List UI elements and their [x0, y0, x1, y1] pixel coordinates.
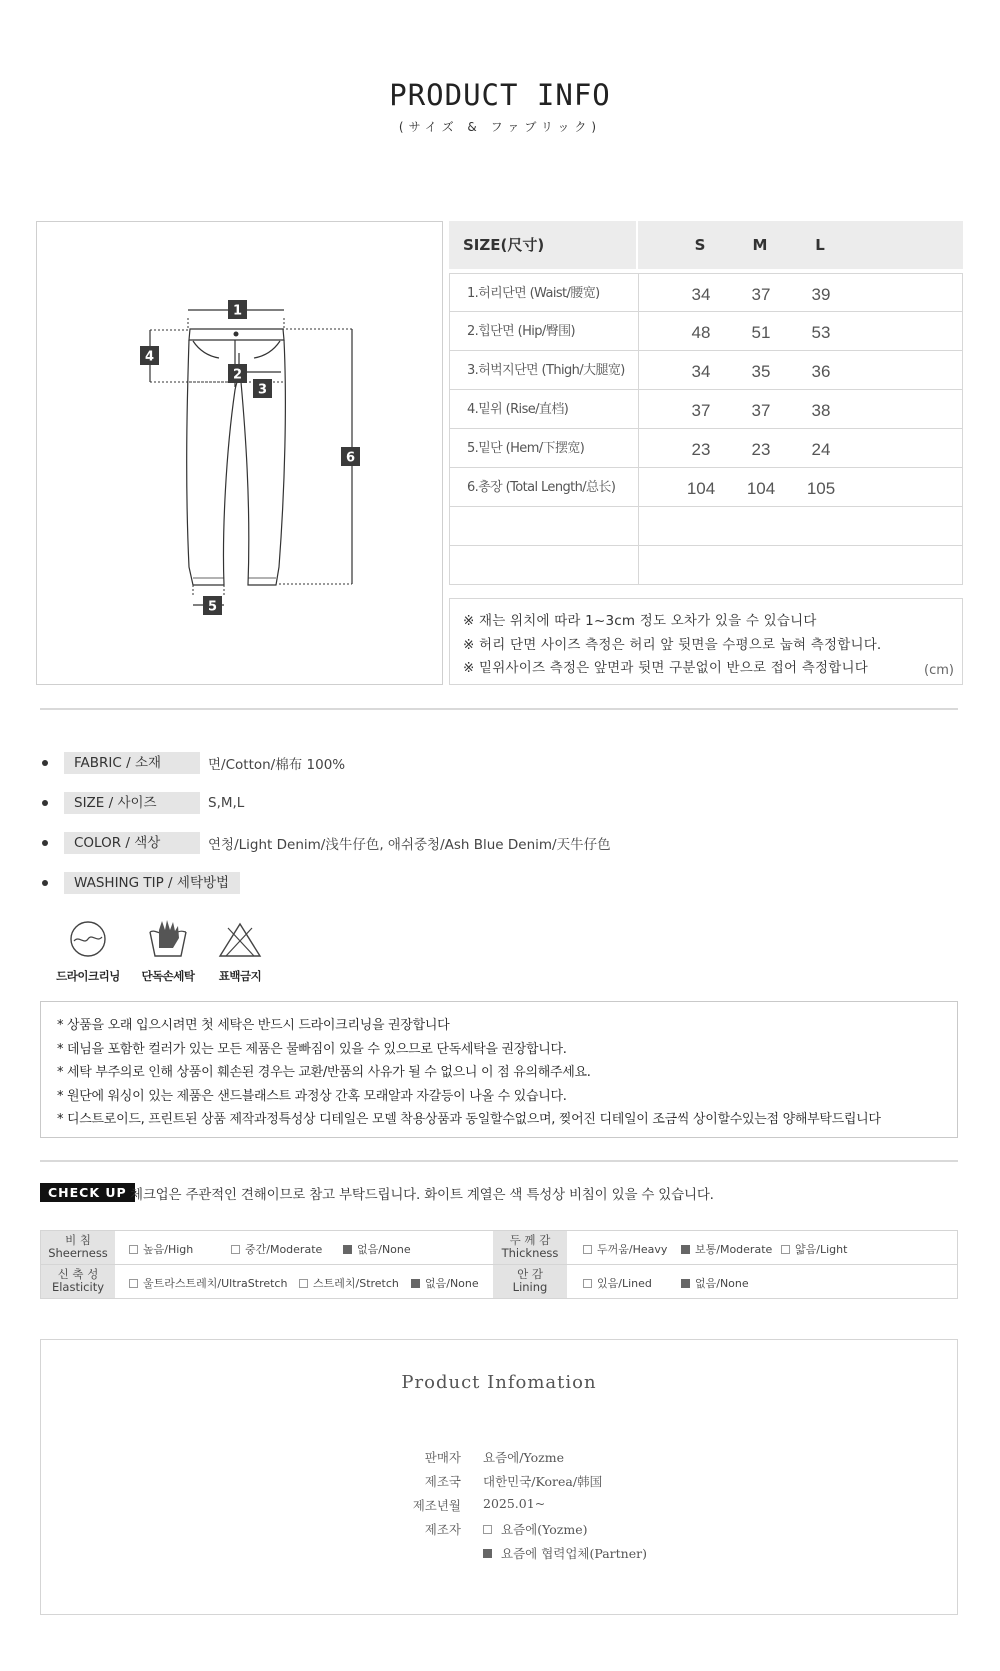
- checkup-row: [41, 1231, 957, 1265]
- option-text: 스트레치/Stretch: [313, 1277, 399, 1290]
- measure-value: 24: [811, 440, 831, 459]
- measure-value: 23: [691, 440, 711, 459]
- lining-label: [493, 1265, 567, 1298]
- checkbox[interactable]: [299, 1279, 308, 1288]
- checkbox[interactable]: [231, 1245, 240, 1254]
- page-title: PRODUCT INFO: [389, 78, 611, 112]
- option-text: 없음/None: [695, 1277, 749, 1290]
- measure-value: 105: [806, 479, 836, 498]
- info-value: 요즘에/Yozme: [483, 1450, 564, 1465]
- checkbox[interactable]: [129, 1245, 138, 1254]
- spec-label: FABRIC / 소재: [64, 752, 200, 774]
- checkbox-checked: [483, 1549, 492, 1558]
- checkup-badge: CHECK UP: [40, 1183, 135, 1202]
- marker-2: 2: [232, 367, 243, 383]
- label-en: Thickness: [501, 1246, 559, 1260]
- option-text: 없음/None: [357, 1243, 411, 1256]
- measure-label: [450, 546, 639, 584]
- size-header-l: L: [815, 236, 825, 254]
- info-label: 판매자: [424, 1450, 461, 1465]
- bullet: [42, 840, 48, 846]
- sheerness-label: [41, 1231, 115, 1264]
- divider: [40, 708, 958, 710]
- marker-1: 1: [232, 303, 243, 319]
- marker-3: 3: [257, 382, 268, 398]
- size-header-label: SIZE(尺寸): [449, 221, 638, 269]
- checkbox[interactable]: [129, 1279, 138, 1288]
- measure-value: 38: [811, 401, 831, 420]
- measure-value: 39: [811, 285, 831, 304]
- checkbox-checked[interactable]: [411, 1279, 420, 1288]
- sheerness-option-none[interactable]: [343, 1241, 411, 1257]
- measure-value: 37: [691, 401, 711, 420]
- divider: [40, 1160, 958, 1162]
- page-subtitle: (サイズ & ファブリック): [398, 120, 602, 134]
- care-notes: [40, 1001, 958, 1138]
- measure-value: 34: [691, 285, 711, 304]
- checkbox-checked[interactable]: [681, 1279, 690, 1288]
- spec-label: WASHING TIP / 세탁방법: [64, 872, 240, 894]
- elasticity-option-ultrastretch[interactable]: [129, 1275, 287, 1291]
- size-note: ※ 재는 위치에 따라 1~3cm 정도 오차가 있을 수 있습니다: [463, 613, 817, 629]
- bullet: [42, 880, 48, 886]
- bullet: [42, 760, 48, 766]
- measure-value: [731, 507, 791, 545]
- washing-label: 드라이크리닝: [56, 969, 120, 983]
- label-ko: 안 감: [517, 1267, 543, 1281]
- unit-label: (cm): [924, 663, 954, 678]
- info-value: 대한민국/Korea/韩国: [483, 1474, 603, 1489]
- checkbox[interactable]: [583, 1245, 592, 1254]
- thickness-option-moderate[interactable]: [681, 1241, 772, 1257]
- label-ko: 두 께 감: [509, 1233, 551, 1247]
- sheerness-option-high[interactable]: [129, 1241, 193, 1257]
- checkbox[interactable]: [583, 1279, 592, 1288]
- size-header-s: S: [694, 236, 706, 254]
- option-text: 얇음/Light: [795, 1243, 848, 1256]
- elasticity-option-none[interactable]: [411, 1275, 479, 1291]
- spec-label: SIZE / 사이즈: [64, 792, 200, 814]
- measure-value: [791, 546, 851, 584]
- measure-value: [671, 507, 731, 545]
- washing-item: [48, 918, 128, 984]
- spec-size: [36, 792, 245, 814]
- size-table-row: [449, 312, 963, 351]
- measure-value: [671, 546, 731, 584]
- size-table-header: [449, 221, 963, 269]
- washing-item: [200, 918, 280, 984]
- thickness-label: [493, 1231, 567, 1264]
- care-note: * 상품을 오래 입으시려면 첫 세탁은 반드시 드라이크리닝을 권장합니다: [57, 1018, 450, 1033]
- size-table: [449, 221, 963, 585]
- size-diagram: [36, 221, 443, 685]
- measure-value: 35: [751, 362, 771, 381]
- lining-option-lined[interactable]: [583, 1275, 652, 1291]
- measure-label: [450, 507, 639, 545]
- measure-label: 3.허벅지단면 (Thigh/大腿宽): [450, 351, 639, 389]
- checkup-text: 체크업은 주관적인 견해이므로 참고 부탁드립니다. 화이트 계열은 색 특성상 비침이 있을 수 있습니다.: [130, 1187, 714, 1203]
- label-en: Elasticity: [51, 1280, 105, 1294]
- lining-option-none[interactable]: [681, 1275, 749, 1291]
- spec-label: COLOR / 색상: [64, 832, 200, 854]
- spec-value: S,M,L: [208, 795, 245, 811]
- option-text: 보통/Moderate: [695, 1243, 773, 1256]
- label-ko: 신 축 성: [57, 1267, 99, 1281]
- size-notes: [449, 598, 963, 685]
- washing-label: 표백금지: [218, 969, 262, 983]
- option-text: 없음/None: [425, 1277, 479, 1290]
- label-ko: 비 침: [65, 1233, 91, 1247]
- spec-value: 면/Cotton/棉布 100%: [208, 757, 346, 773]
- washing-label: 단독손세탁: [141, 969, 195, 983]
- measure-value: 48: [691, 323, 711, 342]
- checkup-row: [41, 1265, 957, 1298]
- care-note: * 세탁 부주의로 인해 상품이 훼손된 경우는 교환/반품의 사유가 될 수 없으니 이 점 유의해주세요.: [57, 1065, 591, 1080]
- washing-item: [128, 918, 208, 984]
- measure-value: 34: [691, 362, 711, 381]
- measure-label: 2.힙단면 (Hip/臀围): [450, 312, 639, 350]
- size-header-m: M: [752, 236, 768, 254]
- marker-5: 5: [207, 599, 218, 615]
- product-information-title: Product Infomation: [401, 1372, 597, 1393]
- pants-diagram: [37, 222, 442, 684]
- marker-4: 4: [144, 349, 155, 365]
- size-table-row: [449, 546, 963, 585]
- measure-value: 51: [751, 323, 771, 342]
- info-value: 요즘에(Yozme): [501, 1522, 588, 1537]
- option-text: 울트라스트레치/UltraStretch: [143, 1277, 288, 1290]
- label-en: Sheerness: [48, 1246, 108, 1260]
- sheerness-option-moderate[interactable]: [231, 1241, 322, 1257]
- spec-value: 연청/Light Denim/浅牛仔色, 애쉬중청/Ash Blue Denim/天牛仔色: [208, 837, 611, 853]
- care-note: * 디스트로이드, 프린트된 상품 제작과정특성상 디테일은 모델 착용상품과 동일할수없으며, 찢어진 디테일이 조금씩 상이할수있는점 양해부탁드립니다: [57, 1112, 881, 1127]
- measure-value: 104: [686, 479, 716, 498]
- elasticity-option-stretch[interactable]: [299, 1275, 399, 1291]
- measure-value: [791, 507, 851, 545]
- manufacturer-option-partner: [483, 1544, 647, 1562]
- manufacturer-option-yozme: [483, 1520, 588, 1538]
- spec-fabric: [36, 752, 346, 774]
- info-label: 제조년월: [412, 1498, 461, 1513]
- product-information: [40, 1339, 958, 1615]
- measure-value: 36: [811, 362, 831, 381]
- option-text: 높음/High: [143, 1243, 194, 1256]
- measure-value: 53: [811, 323, 831, 342]
- measure-value: 104: [746, 479, 776, 498]
- label-en: Lining: [512, 1280, 548, 1294]
- checkbox-checked[interactable]: [343, 1245, 352, 1254]
- size-table-row: [449, 273, 963, 312]
- hand-wash-separately-icon: [145, 918, 191, 960]
- measure-label: 5.밑단 (Hem/下摆宽): [450, 429, 639, 467]
- checkup-table: [40, 1230, 958, 1299]
- size-table-row: [449, 390, 963, 429]
- info-value: 2025.01~: [483, 1496, 546, 1511]
- measure-value: 37: [751, 285, 771, 304]
- marker-6: 6: [345, 450, 356, 466]
- measure-value: 23: [751, 440, 771, 459]
- size-table-row: [449, 468, 963, 507]
- measure-value: 37: [751, 401, 771, 420]
- bullet: [42, 800, 48, 806]
- info-value: 요즘에 협력업체(Partner): [501, 1546, 647, 1561]
- measure-label: 1.허리단면 (Waist/腰宽): [450, 274, 639, 311]
- dry-clean-icon: [67, 918, 109, 960]
- size-table-row: [449, 429, 963, 468]
- option-text: 중간/Moderate: [245, 1243, 323, 1256]
- spec-washing: [36, 872, 240, 894]
- measure-label: 6.총장 (Total Length/总长): [450, 468, 639, 506]
- info-label: 제조자: [424, 1522, 461, 1537]
- option-text: 두꺼움/Heavy: [597, 1243, 668, 1256]
- no-bleach-icon: [217, 918, 263, 960]
- checkbox[interactable]: [781, 1245, 790, 1254]
- care-note: * 데님을 포함한 컬러가 있는 모든 제품은 물빠짐이 있을 수 있으므로 단독세탁을 권장합니다.: [57, 1041, 567, 1057]
- size-note: ※ 허리 단면 사이즈 측정은 허리 앞 뒷면을 수평으로 눕혀 측정합니다.: [463, 636, 882, 653]
- measure-value: [731, 546, 791, 584]
- size-note: ※ 밑위사이즈 측정은 앞면과 뒷면 구분없이 반으로 접어 측정합니다: [463, 660, 868, 676]
- size-table-row: [449, 507, 963, 546]
- care-note: * 원단에 워싱이 있는 제품은 샌드블래스트 과정상 간혹 모래알과 자갈등이 나올 수 있습니다.: [57, 1088, 567, 1104]
- thickness-option-light[interactable]: [781, 1241, 847, 1257]
- thickness-option-heavy[interactable]: [583, 1241, 667, 1257]
- elasticity-label: [41, 1265, 115, 1298]
- measure-label: 4.밑위 (Rise/直档): [450, 390, 639, 428]
- spec-color: [36, 832, 611, 854]
- option-text: 있음/Lined: [597, 1277, 652, 1290]
- info-label: 제조국: [424, 1474, 461, 1489]
- checkbox: [483, 1525, 492, 1534]
- checkbox-checked[interactable]: [681, 1245, 690, 1254]
- size-table-row: [449, 351, 963, 390]
